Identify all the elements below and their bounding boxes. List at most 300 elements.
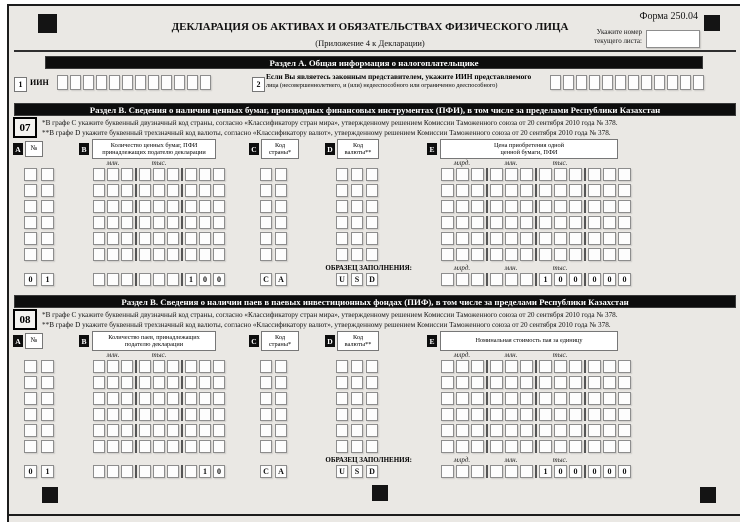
input-cell[interactable] bbox=[505, 200, 518, 213]
sheet-number-input[interactable] bbox=[646, 30, 700, 48]
input-cell[interactable] bbox=[490, 248, 503, 261]
input-cell[interactable] bbox=[121, 168, 133, 181]
input-cell[interactable] bbox=[505, 360, 518, 373]
input-cell[interactable] bbox=[456, 248, 469, 261]
input-cell[interactable] bbox=[456, 168, 469, 181]
input-cell[interactable] bbox=[24, 408, 37, 421]
input-cell[interactable] bbox=[603, 248, 616, 261]
input-cell[interactable] bbox=[93, 232, 105, 245]
input-cell[interactable] bbox=[351, 184, 363, 197]
input-cell[interactable] bbox=[275, 440, 287, 453]
input-cell[interactable] bbox=[24, 248, 37, 261]
input-cell[interactable] bbox=[24, 184, 37, 197]
input-cell[interactable] bbox=[275, 184, 287, 197]
input-cell[interactable] bbox=[569, 200, 582, 213]
input-cell[interactable] bbox=[539, 168, 552, 181]
input-cell[interactable] bbox=[153, 232, 165, 245]
iin-cell[interactable] bbox=[174, 75, 185, 90]
input-cell[interactable] bbox=[366, 248, 378, 261]
input-cell[interactable] bbox=[107, 216, 119, 229]
input-cell[interactable] bbox=[505, 376, 518, 389]
input-cell[interactable] bbox=[199, 360, 211, 373]
input-cell[interactable] bbox=[603, 216, 616, 229]
iin-cell[interactable] bbox=[109, 75, 120, 90]
input-cell[interactable] bbox=[539, 216, 552, 229]
input-cell[interactable] bbox=[153, 424, 165, 437]
input-cell[interactable] bbox=[336, 360, 348, 373]
input-cell[interactable] bbox=[199, 168, 211, 181]
input-cell[interactable] bbox=[603, 200, 616, 213]
input-cell[interactable] bbox=[107, 248, 119, 261]
input-cell[interactable] bbox=[569, 376, 582, 389]
input-cell[interactable] bbox=[569, 424, 582, 437]
input-cell[interactable] bbox=[185, 440, 197, 453]
input-cell[interactable] bbox=[24, 392, 37, 405]
input-cell[interactable] bbox=[167, 360, 179, 373]
input-cell[interactable] bbox=[618, 200, 631, 213]
input-cell[interactable] bbox=[260, 424, 272, 437]
input-cell[interactable] bbox=[520, 216, 533, 229]
input-cell[interactable] bbox=[107, 232, 119, 245]
input-cell[interactable] bbox=[441, 184, 454, 197]
iin-cell[interactable] bbox=[563, 75, 574, 90]
input-cell[interactable] bbox=[41, 408, 54, 421]
input-cell[interactable] bbox=[618, 232, 631, 245]
input-cell[interactable] bbox=[618, 392, 631, 405]
input-cell[interactable] bbox=[24, 440, 37, 453]
input-cell[interactable] bbox=[441, 424, 454, 437]
input-cell[interactable] bbox=[569, 232, 582, 245]
input-cell[interactable] bbox=[603, 376, 616, 389]
input-cell[interactable] bbox=[520, 232, 533, 245]
input-cell[interactable] bbox=[366, 408, 378, 421]
iin-cell[interactable] bbox=[161, 75, 172, 90]
iin-cell[interactable] bbox=[680, 75, 691, 90]
input-cell[interactable] bbox=[588, 184, 601, 197]
iin-cell[interactable] bbox=[70, 75, 81, 90]
input-cell[interactable] bbox=[93, 408, 105, 421]
input-cell[interactable] bbox=[41, 200, 54, 213]
input-cell[interactable] bbox=[107, 168, 119, 181]
input-cell[interactable] bbox=[456, 200, 469, 213]
input-cell[interactable] bbox=[520, 248, 533, 261]
input-cell[interactable] bbox=[351, 216, 363, 229]
input-cell[interactable] bbox=[185, 392, 197, 405]
input-cell[interactable] bbox=[260, 376, 272, 389]
input-cell[interactable] bbox=[441, 360, 454, 373]
input-cell[interactable] bbox=[167, 424, 179, 437]
input-cell[interactable] bbox=[603, 408, 616, 421]
input-cell[interactable] bbox=[490, 360, 503, 373]
input-cell[interactable] bbox=[199, 200, 211, 213]
input-cell[interactable] bbox=[260, 440, 272, 453]
input-cell[interactable] bbox=[336, 216, 348, 229]
input-cell[interactable] bbox=[107, 184, 119, 197]
input-cell[interactable] bbox=[554, 424, 567, 437]
iin-cell[interactable] bbox=[187, 75, 198, 90]
input-cell[interactable] bbox=[24, 424, 37, 437]
input-cell[interactable] bbox=[275, 216, 287, 229]
input-cell[interactable] bbox=[153, 184, 165, 197]
input-cell[interactable] bbox=[336, 248, 348, 261]
iin-cell[interactable] bbox=[693, 75, 704, 90]
input-cell[interactable] bbox=[93, 168, 105, 181]
input-cell[interactable] bbox=[336, 200, 348, 213]
iin-cell[interactable] bbox=[200, 75, 211, 90]
input-cell[interactable] bbox=[121, 248, 133, 261]
input-cell[interactable] bbox=[24, 232, 37, 245]
input-cell[interactable] bbox=[93, 248, 105, 261]
input-cell[interactable] bbox=[588, 360, 601, 373]
input-cell[interactable] bbox=[588, 248, 601, 261]
input-cell[interactable] bbox=[539, 360, 552, 373]
input-cell[interactable] bbox=[213, 360, 225, 373]
input-cell[interactable] bbox=[569, 216, 582, 229]
input-cell[interactable] bbox=[554, 392, 567, 405]
iin-cell[interactable] bbox=[641, 75, 652, 90]
iin-cell[interactable] bbox=[589, 75, 600, 90]
input-cell[interactable] bbox=[520, 168, 533, 181]
input-cell[interactable] bbox=[139, 184, 151, 197]
iin-cell[interactable] bbox=[667, 75, 678, 90]
input-cell[interactable] bbox=[554, 200, 567, 213]
input-cell[interactable] bbox=[456, 440, 469, 453]
input-cell[interactable] bbox=[441, 248, 454, 261]
iin-cell[interactable] bbox=[602, 75, 613, 90]
input-cell[interactable] bbox=[153, 200, 165, 213]
input-cell[interactable] bbox=[213, 248, 225, 261]
input-cell[interactable] bbox=[351, 168, 363, 181]
iin-cell[interactable] bbox=[550, 75, 561, 90]
input-cell[interactable] bbox=[490, 440, 503, 453]
input-cell[interactable] bbox=[554, 408, 567, 421]
input-cell[interactable] bbox=[336, 408, 348, 421]
input-cell[interactable] bbox=[618, 168, 631, 181]
iin-cell[interactable] bbox=[122, 75, 133, 90]
input-cell[interactable] bbox=[275, 168, 287, 181]
input-cell[interactable] bbox=[490, 216, 503, 229]
input-cell[interactable] bbox=[139, 408, 151, 421]
input-cell[interactable] bbox=[121, 200, 133, 213]
input-cell[interactable] bbox=[153, 360, 165, 373]
input-cell[interactable] bbox=[199, 248, 211, 261]
input-cell[interactable] bbox=[471, 408, 484, 421]
input-cell[interactable] bbox=[167, 184, 179, 197]
input-cell[interactable] bbox=[199, 392, 211, 405]
input-cell[interactable] bbox=[569, 184, 582, 197]
input-cell[interactable] bbox=[588, 440, 601, 453]
input-cell[interactable] bbox=[24, 168, 37, 181]
input-cell[interactable] bbox=[505, 440, 518, 453]
input-cell[interactable] bbox=[167, 408, 179, 421]
input-cell[interactable] bbox=[336, 168, 348, 181]
input-cell[interactable] bbox=[490, 424, 503, 437]
input-cell[interactable] bbox=[185, 360, 197, 373]
input-cell[interactable] bbox=[213, 392, 225, 405]
input-cell[interactable] bbox=[520, 360, 533, 373]
input-cell[interactable] bbox=[121, 424, 133, 437]
input-cell[interactable] bbox=[139, 440, 151, 453]
input-cell[interactable] bbox=[275, 360, 287, 373]
input-cell[interactable] bbox=[603, 232, 616, 245]
input-cell[interactable] bbox=[588, 392, 601, 405]
input-cell[interactable] bbox=[199, 408, 211, 421]
input-cell[interactable] bbox=[260, 360, 272, 373]
input-cell[interactable] bbox=[569, 248, 582, 261]
input-cell[interactable] bbox=[490, 232, 503, 245]
input-cell[interactable] bbox=[213, 232, 225, 245]
input-cell[interactable] bbox=[167, 216, 179, 229]
input-cell[interactable] bbox=[107, 376, 119, 389]
input-cell[interactable] bbox=[456, 184, 469, 197]
input-cell[interactable] bbox=[505, 216, 518, 229]
input-cell[interactable] bbox=[366, 168, 378, 181]
input-cell[interactable] bbox=[554, 376, 567, 389]
input-cell[interactable] bbox=[618, 216, 631, 229]
input-cell[interactable] bbox=[336, 392, 348, 405]
input-cell[interactable] bbox=[275, 248, 287, 261]
input-cell[interactable] bbox=[41, 216, 54, 229]
input-cell[interactable] bbox=[41, 392, 54, 405]
input-cell[interactable] bbox=[336, 440, 348, 453]
iin-cell[interactable] bbox=[628, 75, 639, 90]
input-cell[interactable] bbox=[554, 232, 567, 245]
input-cell[interactable] bbox=[456, 376, 469, 389]
input-cell[interactable] bbox=[213, 440, 225, 453]
input-cell[interactable] bbox=[24, 200, 37, 213]
input-cell[interactable] bbox=[520, 392, 533, 405]
input-cell[interactable] bbox=[471, 392, 484, 405]
input-cell[interactable] bbox=[471, 440, 484, 453]
input-cell[interactable] bbox=[139, 200, 151, 213]
input-cell[interactable] bbox=[93, 216, 105, 229]
input-cell[interactable] bbox=[520, 200, 533, 213]
iin-cell[interactable] bbox=[654, 75, 665, 90]
input-cell[interactable] bbox=[366, 376, 378, 389]
input-cell[interactable] bbox=[275, 424, 287, 437]
input-cell[interactable] bbox=[603, 184, 616, 197]
input-cell[interactable] bbox=[569, 440, 582, 453]
iin-cell[interactable] bbox=[615, 75, 626, 90]
input-cell[interactable] bbox=[441, 232, 454, 245]
input-cell[interactable] bbox=[93, 376, 105, 389]
input-cell[interactable] bbox=[213, 184, 225, 197]
input-cell[interactable] bbox=[456, 392, 469, 405]
input-cell[interactable] bbox=[139, 168, 151, 181]
input-cell[interactable] bbox=[185, 216, 197, 229]
input-cell[interactable] bbox=[588, 376, 601, 389]
input-cell[interactable] bbox=[199, 440, 211, 453]
input-cell[interactable] bbox=[24, 376, 37, 389]
input-cell[interactable] bbox=[167, 232, 179, 245]
input-cell[interactable] bbox=[603, 392, 616, 405]
input-cell[interactable] bbox=[603, 424, 616, 437]
input-cell[interactable] bbox=[351, 392, 363, 405]
input-cell[interactable] bbox=[618, 184, 631, 197]
input-cell[interactable] bbox=[199, 216, 211, 229]
input-cell[interactable] bbox=[121, 408, 133, 421]
input-cell[interactable] bbox=[520, 424, 533, 437]
input-cell[interactable] bbox=[366, 440, 378, 453]
input-cell[interactable] bbox=[520, 184, 533, 197]
input-cell[interactable] bbox=[490, 200, 503, 213]
input-cell[interactable] bbox=[456, 360, 469, 373]
input-cell[interactable] bbox=[618, 440, 631, 453]
input-cell[interactable] bbox=[456, 408, 469, 421]
input-cell[interactable] bbox=[351, 440, 363, 453]
input-cell[interactable] bbox=[275, 392, 287, 405]
input-cell[interactable] bbox=[41, 184, 54, 197]
input-cell[interactable] bbox=[185, 184, 197, 197]
input-cell[interactable] bbox=[471, 200, 484, 213]
input-cell[interactable] bbox=[260, 392, 272, 405]
input-cell[interactable] bbox=[490, 408, 503, 421]
input-cell[interactable] bbox=[107, 424, 119, 437]
input-cell[interactable] bbox=[153, 376, 165, 389]
input-cell[interactable] bbox=[554, 248, 567, 261]
input-cell[interactable] bbox=[569, 408, 582, 421]
input-cell[interactable] bbox=[618, 424, 631, 437]
input-cell[interactable] bbox=[471, 216, 484, 229]
input-cell[interactable] bbox=[107, 200, 119, 213]
input-cell[interactable] bbox=[554, 168, 567, 181]
input-cell[interactable] bbox=[539, 248, 552, 261]
input-cell[interactable] bbox=[441, 168, 454, 181]
input-cell[interactable] bbox=[539, 376, 552, 389]
input-cell[interactable] bbox=[366, 200, 378, 213]
input-cell[interactable] bbox=[260, 248, 272, 261]
iin-cell[interactable] bbox=[135, 75, 146, 90]
input-cell[interactable] bbox=[588, 168, 601, 181]
input-cell[interactable] bbox=[121, 184, 133, 197]
input-cell[interactable] bbox=[569, 168, 582, 181]
input-cell[interactable] bbox=[41, 232, 54, 245]
input-cell[interactable] bbox=[539, 408, 552, 421]
input-cell[interactable] bbox=[588, 216, 601, 229]
input-cell[interactable] bbox=[441, 216, 454, 229]
input-cell[interactable] bbox=[24, 216, 37, 229]
input-cell[interactable] bbox=[41, 440, 54, 453]
iin-cell[interactable] bbox=[96, 75, 107, 90]
input-cell[interactable] bbox=[41, 376, 54, 389]
input-cell[interactable] bbox=[139, 376, 151, 389]
input-cell[interactable] bbox=[121, 232, 133, 245]
input-cell[interactable] bbox=[490, 168, 503, 181]
input-cell[interactable] bbox=[351, 360, 363, 373]
input-cell[interactable] bbox=[185, 200, 197, 213]
input-cell[interactable] bbox=[213, 168, 225, 181]
input-cell[interactable] bbox=[121, 440, 133, 453]
input-cell[interactable] bbox=[490, 392, 503, 405]
input-cell[interactable] bbox=[569, 360, 582, 373]
input-cell[interactable] bbox=[185, 424, 197, 437]
input-cell[interactable] bbox=[366, 216, 378, 229]
input-cell[interactable] bbox=[153, 216, 165, 229]
input-cell[interactable] bbox=[199, 184, 211, 197]
input-cell[interactable] bbox=[471, 376, 484, 389]
input-cell[interactable] bbox=[121, 392, 133, 405]
input-cell[interactable] bbox=[185, 376, 197, 389]
iin-cell[interactable] bbox=[83, 75, 94, 90]
input-cell[interactable] bbox=[554, 360, 567, 373]
input-cell[interactable] bbox=[456, 216, 469, 229]
iin-cell[interactable] bbox=[57, 75, 68, 90]
input-cell[interactable] bbox=[41, 168, 54, 181]
input-cell[interactable] bbox=[456, 232, 469, 245]
input-cell[interactable] bbox=[520, 376, 533, 389]
input-cell[interactable] bbox=[588, 408, 601, 421]
input-cell[interactable] bbox=[539, 200, 552, 213]
input-cell[interactable] bbox=[505, 232, 518, 245]
input-cell[interactable] bbox=[539, 424, 552, 437]
input-cell[interactable] bbox=[441, 376, 454, 389]
input-cell[interactable] bbox=[93, 360, 105, 373]
input-cell[interactable] bbox=[213, 216, 225, 229]
input-cell[interactable] bbox=[139, 424, 151, 437]
input-cell[interactable] bbox=[588, 232, 601, 245]
input-cell[interactable] bbox=[351, 408, 363, 421]
input-cell[interactable] bbox=[336, 424, 348, 437]
input-cell[interactable] bbox=[153, 392, 165, 405]
input-cell[interactable] bbox=[199, 424, 211, 437]
input-cell[interactable] bbox=[554, 216, 567, 229]
input-cell[interactable] bbox=[351, 232, 363, 245]
input-cell[interactable] bbox=[471, 360, 484, 373]
input-cell[interactable] bbox=[167, 248, 179, 261]
input-cell[interactable] bbox=[260, 232, 272, 245]
input-cell[interactable] bbox=[505, 424, 518, 437]
input-cell[interactable] bbox=[93, 424, 105, 437]
input-cell[interactable] bbox=[588, 424, 601, 437]
input-cell[interactable] bbox=[93, 200, 105, 213]
iin-cell[interactable] bbox=[148, 75, 159, 90]
input-cell[interactable] bbox=[603, 440, 616, 453]
input-cell[interactable] bbox=[471, 248, 484, 261]
input-cell[interactable] bbox=[618, 360, 631, 373]
input-cell[interactable] bbox=[351, 200, 363, 213]
input-cell[interactable] bbox=[366, 360, 378, 373]
input-cell[interactable] bbox=[505, 184, 518, 197]
input-cell[interactable] bbox=[260, 216, 272, 229]
input-cell[interactable] bbox=[471, 424, 484, 437]
input-cell[interactable] bbox=[336, 376, 348, 389]
input-cell[interactable] bbox=[93, 184, 105, 197]
input-cell[interactable] bbox=[441, 440, 454, 453]
input-cell[interactable] bbox=[618, 408, 631, 421]
input-cell[interactable] bbox=[441, 392, 454, 405]
input-cell[interactable] bbox=[93, 440, 105, 453]
input-cell[interactable] bbox=[167, 200, 179, 213]
input-cell[interactable] bbox=[366, 424, 378, 437]
input-cell[interactable] bbox=[213, 408, 225, 421]
input-cell[interactable] bbox=[588, 200, 601, 213]
input-cell[interactable] bbox=[351, 424, 363, 437]
input-cell[interactable] bbox=[471, 168, 484, 181]
input-cell[interactable] bbox=[167, 440, 179, 453]
input-cell[interactable] bbox=[603, 168, 616, 181]
input-cell[interactable] bbox=[505, 408, 518, 421]
input-cell[interactable] bbox=[185, 168, 197, 181]
input-cell[interactable] bbox=[167, 168, 179, 181]
input-cell[interactable] bbox=[603, 360, 616, 373]
input-cell[interactable] bbox=[275, 376, 287, 389]
input-cell[interactable] bbox=[336, 184, 348, 197]
input-cell[interactable] bbox=[336, 232, 348, 245]
input-cell[interactable] bbox=[275, 232, 287, 245]
input-cell[interactable] bbox=[121, 360, 133, 373]
input-cell[interactable] bbox=[275, 408, 287, 421]
input-cell[interactable] bbox=[260, 184, 272, 197]
